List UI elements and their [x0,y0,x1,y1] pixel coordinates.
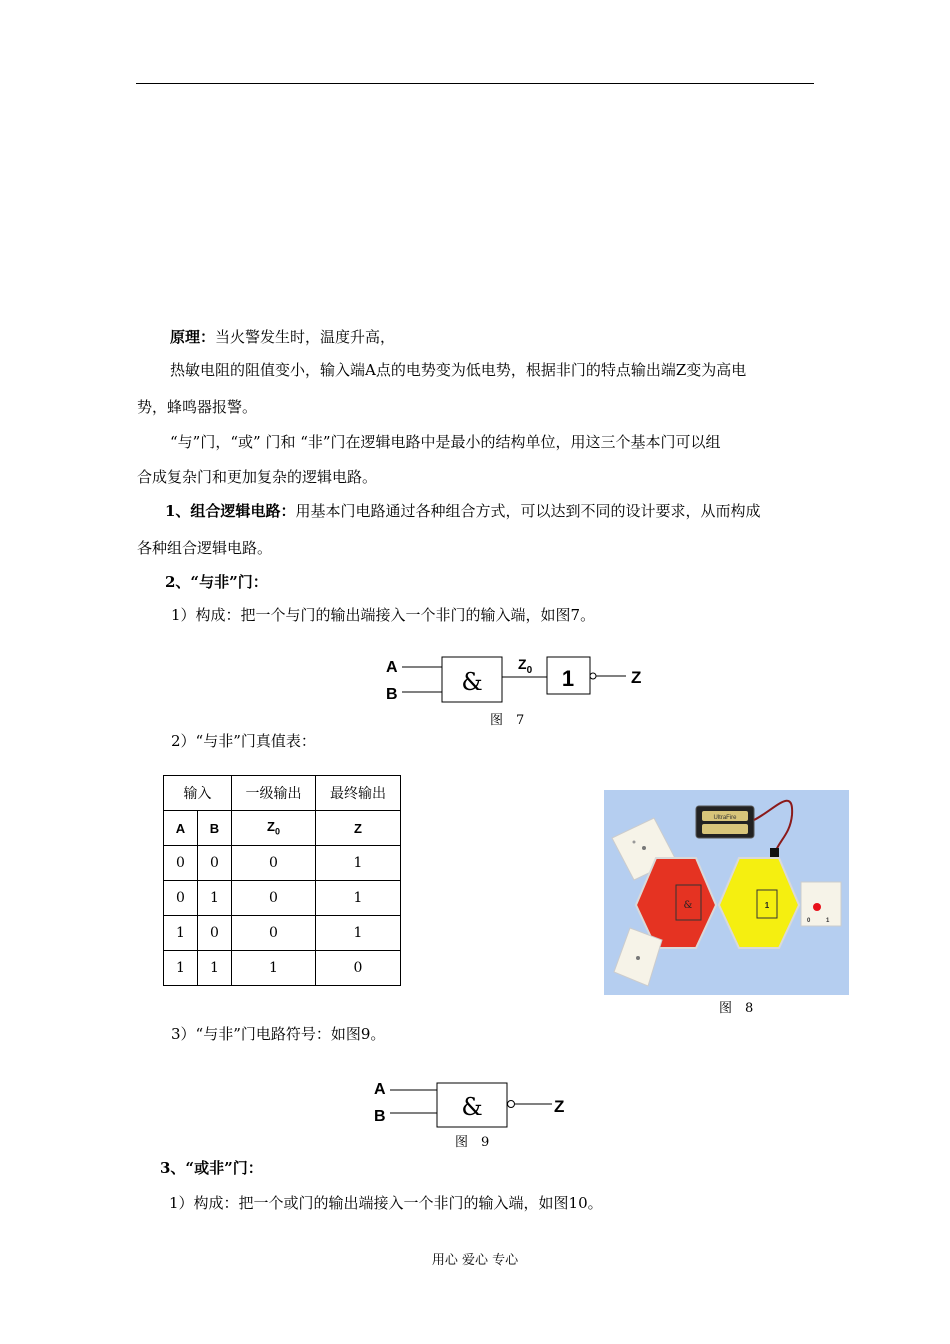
table-col-header-row [164,811,401,846]
fig7-inverter-bubble [590,673,596,679]
section1-text: 用基本门电路通过各种组合方式，可以达到不同的设计要求，从而构成 [295,502,761,520]
fig7-caption: 图 7 [490,713,525,728]
figure-9 [368,1075,578,1130]
table-group-first-output: 一级输出 [232,776,316,811]
fig8-out-1: 1 [826,918,830,924]
principle-label: 原理： [170,328,216,346]
table-cell: 0 [232,916,316,951]
fig8-and-symbol: & [683,900,693,911]
table-col-z0: $Z_0$ [232,811,316,846]
table-row [164,846,401,881]
fig9-and-symbol: & [461,1093,483,1121]
table-cell: 1 [198,951,232,986]
fig8-not-symbol: 1 [764,901,770,910]
gates-para-line1: “与”门，“或” 门和 “非”门在逻辑电路中是最小的结构单位，用这三个基本门可以组 [170,433,721,451]
table-cell: 1 [232,951,316,986]
table-cell: 1 [316,846,401,881]
table-cell: 0 [164,846,198,881]
table-group-header-row [164,776,401,811]
fig8-led [813,903,821,911]
table-cell: 0 [232,881,316,916]
fig9-inverter-bubble [508,1101,515,1108]
fig7-z0-label: $Z_0$ [518,656,533,676]
table-cell: 0 [316,951,401,986]
section2-item1: 1）构成：把一个与门的输出端接入一个非门的输入端，如图7。 [171,606,596,624]
page-footer: 用心 爱心 专心 [431,1253,519,1268]
figure-8-photo [604,790,849,995]
gates-para-line2: 合成复杂门和更加复杂的逻辑电路。 [137,468,378,486]
principle-line1 [170,327,395,347]
fig7-input-a: A [386,659,398,676]
truth-table [163,775,401,986]
table-col-a: A [164,811,198,846]
fig9-input-a: A [374,1081,386,1098]
fig7-input-b: B [386,686,398,703]
section2-item3: 3）“与非”门电路符号：如图9。 [171,1025,386,1043]
figure-7 [380,650,660,705]
table-cell: 0 [198,846,232,881]
fig7-not-symbol: 1 [561,666,575,691]
table-cell: 1 [164,916,198,951]
fig8-output-tile [801,882,841,926]
table-row [164,951,401,986]
section2-heading: 2、“与非”门： [165,573,268,591]
table-row [164,916,401,951]
fig8-out-0: 0 [807,918,811,924]
fig9-input-b: B [374,1108,386,1125]
table-cell: 0 [164,881,198,916]
principle-line3: 势，蜂鸣器报警。 [137,398,258,416]
table-group-input: 输入 [164,776,232,811]
fig9-caption: 图 9 [455,1135,490,1150]
table-cell: 1 [164,951,198,986]
fig9-output: Z [554,1097,565,1116]
section3-heading: 3、“或非”门： [160,1159,263,1177]
table-cell: 1 [316,916,401,951]
table-cell: 1 [198,881,232,916]
fig7-output: Z [631,668,642,687]
header-rule [136,83,814,84]
section1-line2: 各种组合逻辑电路。 [137,539,273,557]
table-cell: 0 [198,916,232,951]
principle-text: 当火警发生时，温度升高， [215,328,396,346]
fig8-battery-label: UltraFire [713,815,737,821]
principle-line2: 热敏电阻的阻值变小，输入端A点的电势变为低电势，根据非门的特点输出端Z变为高电 [170,361,747,379]
section3-item1: 1）构成：把一个或门的输出端接入一个非门的输入端，如图10。 [169,1194,603,1212]
section2-item2: 2）“与非”门真值表： [171,732,316,750]
fig8-battery-box [696,806,754,838]
section1-heading: 1、组合逻辑电路： [165,502,296,520]
fig8-caption: 图 8 [719,1001,754,1016]
table-col-z: Z [316,811,401,846]
table-cell: 0 [232,846,316,881]
table-cell: 1 [316,881,401,916]
table-col-b: B [198,811,232,846]
fig7-and-symbol: & [461,668,483,696]
section1-line1 [165,501,760,521]
table-row [164,881,401,916]
table-group-final-output: 最终输出 [316,776,401,811]
